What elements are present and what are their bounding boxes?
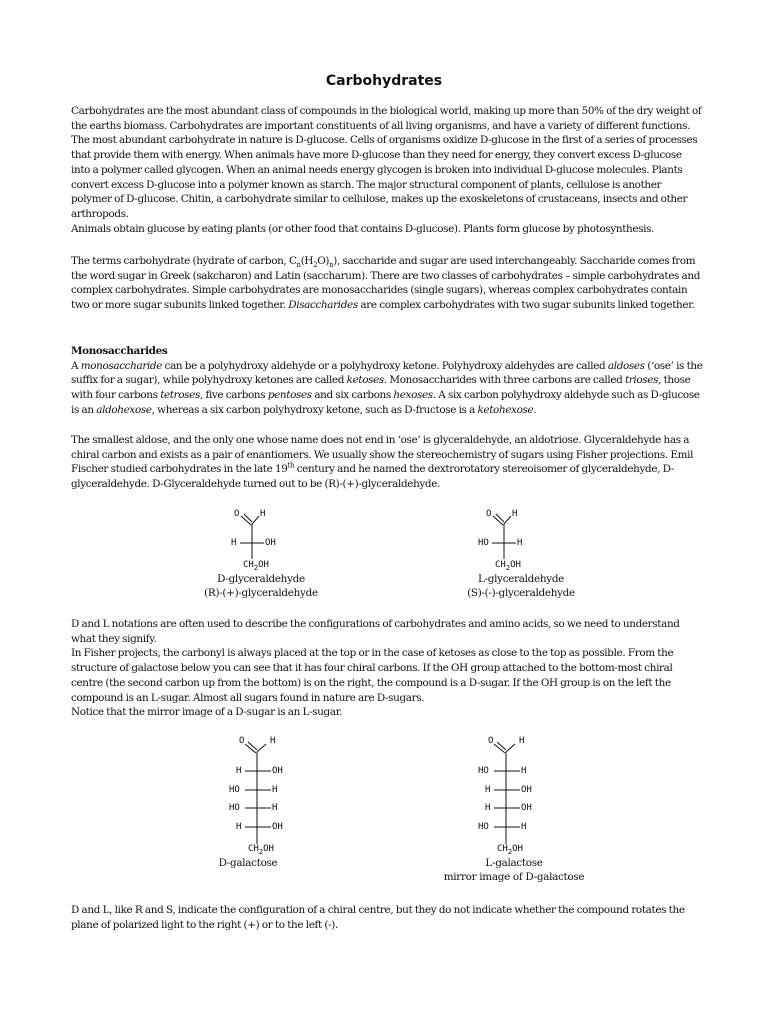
- term-aldoses: aldoses: [607, 359, 645, 372]
- atom-ho: HO: [229, 785, 240, 795]
- term-ketoses: ketoses: [346, 374, 384, 387]
- terms-text-1: The terms carbohydrate (hydrate of carbon, C: [71, 255, 297, 267]
- sub-2: 2: [505, 563, 511, 572]
- oh-text: OH: [510, 560, 521, 570]
- formula-sub-n: n: [296, 261, 301, 270]
- ch-text: CH: [497, 844, 508, 854]
- terms-text-2: (H: [300, 255, 314, 267]
- d-galactose-structure: [228, 731, 308, 861]
- monosaccharides-heading: Monosaccharides: [71, 345, 168, 357]
- atom-ho: HO: [478, 822, 489, 832]
- term-ketohexose: ketohexose: [477, 403, 534, 416]
- atom-o: O: [486, 509, 492, 519]
- sub-2: 2: [258, 847, 264, 856]
- caption-line: (S)-(-)-glyceraldehyde: [467, 586, 575, 599]
- glyceraldehyde-text-2: century and he named the dextrorotatory stereoisomer of glyceraldehyde, D-glyceraldehyde. D-Glyceraldehyde turned out to be (R)-(+)-glyceraldehyde.: [71, 463, 674, 491]
- galactose-bond-lines: [477, 731, 557, 861]
- l-galactose-structure: [477, 731, 557, 861]
- intro-paragraph: [71, 104, 703, 236]
- l-glyceraldehyde-caption: [421, 573, 621, 600]
- atom-h: H: [272, 803, 278, 813]
- atom-ch2oh: [495, 560, 521, 570]
- term-aldohexose: aldohexose: [96, 403, 152, 416]
- sub-2: 2: [253, 563, 259, 572]
- formula-sub-n2: n: [329, 261, 334, 270]
- atom-h: H: [519, 736, 525, 746]
- caption-line: L-galactose: [485, 857, 543, 869]
- atom-h: H: [260, 509, 266, 519]
- intro-text-2: Animals obtain glucose by eating plants (or other food that contains D-glucose). Plants form glucose by photosynthesis.: [71, 222, 655, 235]
- ch-text: CH: [243, 560, 254, 570]
- mono-text: , five carbons: [199, 389, 266, 402]
- atom-ch2oh: [243, 560, 269, 570]
- atom-oh: OH: [272, 766, 283, 776]
- term-trioses: trioses: [624, 374, 659, 387]
- dl-text-1: D and L notations are often used to describe the configurations of carbohydrates and amino acids, so we need to understand what they signify.: [71, 618, 680, 645]
- term-hexoses: hexoses: [393, 389, 433, 402]
- caption-line: D-galactose: [218, 857, 278, 869]
- term-tetroses: tetroses: [160, 389, 200, 402]
- superscript-th: th: [287, 461, 295, 470]
- atom-o: O: [488, 736, 494, 746]
- terms-text-5: are complex carbohydrates with two sugar subunits linked together.: [360, 299, 695, 312]
- atom-h: H: [272, 785, 278, 795]
- terms-paragraph: [71, 254, 703, 313]
- atom-o: O: [239, 736, 245, 746]
- ch-text: CH: [248, 844, 259, 854]
- l-glyceraldehyde-structure: [477, 505, 557, 575]
- caption-line: D-glyceraldehyde: [217, 573, 305, 585]
- caption-line: (R)-(+)-glyceraldehyde: [204, 586, 318, 599]
- atom-o: O: [234, 509, 240, 519]
- formula-sub-2: 2: [313, 261, 318, 270]
- atom-ho: HO: [478, 538, 489, 548]
- mono-text: .: [533, 403, 537, 416]
- atom-oh: OH: [272, 822, 283, 832]
- atom-h: H: [485, 803, 491, 813]
- caption-line: mirror image of D-galactose: [443, 870, 585, 883]
- terms-text-4: ), saccharide and sugar are used interchangeably. Saccharide comes from the word sugar in Greek (sakcharon) and Latin (saccharum). There are two classes of carbohydrates – simple carbohydrates and complex carbohydrates. Simple carbohydrates are monosaccharides (single sugars), whereas complex carbohydrates contain two or more sugar subunits linked together.: [71, 255, 701, 312]
- oh-text: OH: [263, 844, 274, 854]
- page-title: Carbohydrates: [325, 73, 443, 89]
- atom-ch2oh: [248, 844, 274, 854]
- atom-h: H: [485, 785, 491, 795]
- term-pentoses: pentoses: [267, 389, 312, 402]
- dl-text-2: In Fisher projects, the carbonyl is always placed at the top or in the case of ketoses as close to the top as possible. From the structure of galactose below you can see that it has four chiral carbons. If the OH group attached to the bottom-most chiral centre (the second carbon up from the bottom) is on the right, the compound is a D-sugar. If the OH group is on the left the compound is an L-sugar. Almost all sugars found in nature are D-sugars.: [71, 647, 674, 704]
- d-glyceraldehyde-caption: [161, 573, 361, 600]
- atom-h: H: [521, 766, 527, 776]
- mono-text: and six carbons: [314, 389, 391, 402]
- atom-h: H: [236, 766, 242, 776]
- caption-line: L-glyceraldehyde: [477, 573, 565, 585]
- term-monosaccharide: monosaccharide: [80, 359, 163, 372]
- mono-text: can be a polyhydroxy aldehyde or a polyhydroxy ketone. Polyhydroxy aldehydes are called: [164, 359, 606, 372]
- mono-text: . A six carbon polyhydroxy aldehyde such as D-glucose is an: [71, 389, 700, 416]
- dl-paragraph: [71, 617, 703, 720]
- atom-h: H: [231, 538, 237, 548]
- term-disaccharides: Disaccharides: [288, 299, 358, 312]
- mono-text: , those with four carbons: [71, 374, 691, 402]
- atom-h: H: [512, 509, 518, 519]
- atom-oh: OH: [265, 538, 276, 548]
- ch-text: CH: [495, 560, 506, 570]
- atom-ho: HO: [229, 803, 240, 813]
- d-glyceraldehyde-structure: [225, 505, 305, 575]
- l-galactose-caption: [414, 857, 614, 884]
- oh-text: OH: [512, 844, 523, 854]
- sub-2: 2: [507, 847, 513, 856]
- atom-h: H: [521, 822, 527, 832]
- terms-text-3: O): [317, 255, 330, 267]
- d-galactose-caption: [148, 857, 348, 871]
- glyceraldehyde-text-1: The smallest aldose, and the only one whose name does not end in ‘ose’ is glyceraldehyde, an aldotriose. Glyceraldehyde has a chiral carbon and exists as a pair of enantiomers. We usually show the stereochemistry of sugars using Fisher projections. Emil Fischer studied carbohydrates in the late 19: [71, 434, 694, 476]
- mono-text: , whereas a six carbon polyhydroxy ketone, such as D-fructose is a: [151, 403, 475, 416]
- monosaccharides-section: [71, 344, 703, 418]
- mono-text: A: [71, 359, 79, 372]
- atom-oh: OH: [521, 803, 532, 813]
- closing-paragraph: D and L, like R and S, indicate the configuration of a chiral centre, but they do not indicate whether the compound rotates the plane of polarized light to the right (+) or to the left (-).: [71, 904, 685, 931]
- atom-oh: OH: [521, 785, 532, 795]
- dl-text-3: Notice that the mirror image of a D-sugar is an L-sugar.: [71, 706, 343, 719]
- atom-ch2oh: [497, 844, 523, 854]
- oh-text: OH: [258, 560, 269, 570]
- atom-ho: HO: [478, 766, 489, 776]
- atom-h: H: [270, 736, 276, 746]
- intro-text-1: Carbohydrates are the most abundant class of compounds in the biological world, making up more than 50% of the dry weight of the earths biomass. Carbohydrates are important constituents of all living organisms, and have a variety of different functions. The most abundant carbohydrate in nature is D-glucose. Cells of organisms oxidize D-glucose in the first of a series of processes that provide them with energy. When animals have more D-glucose than they need for energy, they convert excess D-glucose into a polymer called glycogen. When an animal needs energy glycogen is broken into individual D-glucose molecules. Plants convert excess D-glucose into a polymer known as starch. The major structural component of plants, cellulose is another polymer of D-glucose. Chitin, a carbohydrate similar to cellulose, makes up the exoskeletons of crustaceans, insects and other arthropods.: [71, 105, 702, 220]
- glyceraldehyde-paragraph: [71, 433, 703, 492]
- galactose-bond-lines: [228, 731, 308, 861]
- atom-h: H: [236, 822, 242, 832]
- mono-text: . Monosaccharides with three carbons are called: [383, 374, 623, 387]
- mono-text: (‘ose’ is the suffix for a sugar), while polyhydroxy ketones are called: [71, 359, 703, 387]
- atom-h: H: [517, 538, 523, 548]
